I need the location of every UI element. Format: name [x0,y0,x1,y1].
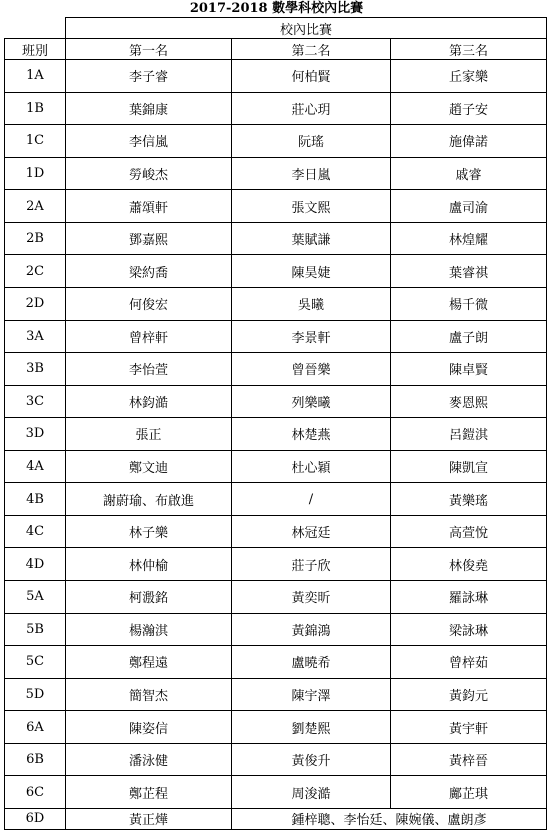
third-place-cell: 黃鈞元 [391,678,547,711]
class-cell: 3B [5,353,66,386]
table-row [5,353,547,386]
super-header-row [5,18,547,39]
third-place-cell: 陳凱宣 [391,450,547,483]
class-cell: 4D [5,548,66,581]
header-first-place: 第一名 [66,39,232,60]
table-row [5,613,547,646]
table-row [5,125,547,158]
second-place-cell: 曾晉樂 [232,353,391,386]
third-place-cell: 丘家樂 [391,60,547,93]
class-cell: 2D [5,287,66,320]
second-place-cell: 阮瑤 [232,125,391,158]
results-table [4,17,547,830]
class-cell: 1A [5,60,66,93]
table-row [5,287,547,320]
table-row [5,776,547,809]
class-cell: 1B [5,92,66,125]
first-place-cell: 張正 [66,418,232,451]
first-place-cell: 李怡萱 [66,353,232,386]
third-place-cell: 楊千微 [391,287,547,320]
first-place-cell: 梁約喬 [66,255,232,288]
merged-place-cell: 鍾梓聰、李怡廷、陳婉儀、盧朗彥 [232,808,547,829]
third-place-cell: 麥恩熙 [391,385,547,418]
table-row [5,678,547,711]
table-row [5,157,547,190]
first-place-cell: 李信嵐 [66,125,232,158]
first-place-cell: 鄭程遠 [66,646,232,679]
third-place-cell: 施偉諾 [391,125,547,158]
class-cell: 5B [5,613,66,646]
third-place-cell: 高萱悅 [391,515,547,548]
table-row [5,711,547,744]
second-place-cell: 陳宇澤 [232,678,391,711]
class-cell: 4A [5,450,66,483]
first-place-cell: 蕭頌軒 [66,190,232,223]
class-cell: 6A [5,711,66,744]
first-place-cell: 林仲榆 [66,548,232,581]
table-row [5,255,547,288]
table-row [5,743,547,776]
column-header-row [5,39,547,60]
first-place-cell: 鄧嘉熙 [66,222,232,255]
third-place-cell: 梁詠琳 [391,613,547,646]
second-place-cell: 黃奕昕 [232,581,391,614]
third-place-cell: 林俊堯 [391,548,547,581]
third-place-cell: 曾梓茹 [391,646,547,679]
third-place-cell: 黃宇軒 [391,711,547,744]
class-cell: 6B [5,743,66,776]
table-row [5,646,547,679]
second-place-cell: 杜心穎 [232,450,391,483]
third-place-cell: 葉睿祺 [391,255,547,288]
second-place-cell: 莊子欣 [232,548,391,581]
table-row [5,548,547,581]
class-cell: 2A [5,190,66,223]
first-place-cell: 曾梓軒 [66,320,232,353]
first-place-cell: 葉錦康 [66,92,232,125]
third-place-cell: 呂鎧淇 [391,418,547,451]
second-place-cell: 劉楚熙 [232,711,391,744]
blank-corner-cell [5,18,66,39]
table-row [5,385,547,418]
first-place-cell: 簡智杰 [66,678,232,711]
third-place-cell: 盧子朗 [391,320,547,353]
results-table-body [5,18,547,830]
second-place-cell: 林楚燕 [232,418,391,451]
third-place-cell: 黃梓晉 [391,743,547,776]
class-cell: 2B [5,222,66,255]
first-place-cell: 鄭文迪 [66,450,232,483]
class-cell: 3D [5,418,66,451]
third-place-cell: 盧司渝 [391,190,547,223]
third-place-cell: 黃樂瑤 [391,483,547,516]
second-place-cell: 周浚澔 [232,776,391,809]
first-place-cell: 黃正燁 [66,808,232,829]
class-cell: 2C [5,255,66,288]
class-cell: 1D [5,157,66,190]
first-place-cell: 何俊宏 [66,287,232,320]
first-place-cell: 謝蔚瑜、布啟進 [66,483,232,516]
table-row [5,418,547,451]
super-header-cell: 校內比賽 [66,18,547,39]
table-row [5,581,547,614]
class-cell: 1C [5,125,66,158]
second-place-cell: 陳昊婕 [232,255,391,288]
class-cell: 5A [5,581,66,614]
second-place-cell: 李日嵐 [232,157,391,190]
table-row [5,92,547,125]
table-row [5,483,547,516]
first-place-cell: 陳姿信 [66,711,232,744]
third-place-cell: 林煌耀 [391,222,547,255]
first-place-cell: 林子樂 [66,515,232,548]
third-place-cell: 鄺芷琪 [391,776,547,809]
class-cell: 5D [5,678,66,711]
table-row [5,190,547,223]
header-class: 班別 [5,39,66,60]
second-place-cell: 莊心玥 [232,92,391,125]
third-place-cell: 羅詠琳 [391,581,547,614]
table-row [5,515,547,548]
second-place-cell: 何柏賢 [232,60,391,93]
table-row [5,60,547,93]
first-place-cell: 勞峻杰 [66,157,232,190]
first-place-cell: 李子睿 [66,60,232,93]
class-cell: 4C [5,515,66,548]
second-place-cell: 盧曉希 [232,646,391,679]
class-cell: 6D [5,808,66,829]
class-cell: 4B [5,483,66,516]
first-place-cell: 鄭芷程 [66,776,232,809]
second-place-cell: 林冠廷 [232,515,391,548]
header-third-place: 第三名 [391,39,547,60]
table-row [5,450,547,483]
class-cell: 6C [5,776,66,809]
second-place-cell: 列樂曦 [232,385,391,418]
second-place-cell: 吳曦 [232,287,391,320]
class-cell: 3C [5,385,66,418]
first-place-cell: 柯溵銘 [66,581,232,614]
first-place-cell: 潘泳健 [66,743,232,776]
second-place-cell: / [232,483,391,516]
table-row [5,222,547,255]
class-cell: 5C [5,646,66,679]
third-place-cell: 陳卓賢 [391,353,547,386]
first-place-cell: 楊瀚淇 [66,613,232,646]
first-place-cell: 林鈞澔 [66,385,232,418]
second-place-cell: 黃俊升 [232,743,391,776]
table-row [5,808,547,829]
second-place-cell: 黃錦鴻 [232,613,391,646]
class-cell: 3A [5,320,66,353]
third-place-cell: 趙子安 [391,92,547,125]
second-place-cell: 葉賦謙 [232,222,391,255]
second-place-cell: 張文熙 [232,190,391,223]
header-second-place: 第二名 [232,39,391,60]
table-row [5,320,547,353]
second-place-cell: 李景軒 [232,320,391,353]
third-place-cell: 戚睿 [391,157,547,190]
document-title: 2017-2018 數學科校內比賽 [189,1,364,16]
